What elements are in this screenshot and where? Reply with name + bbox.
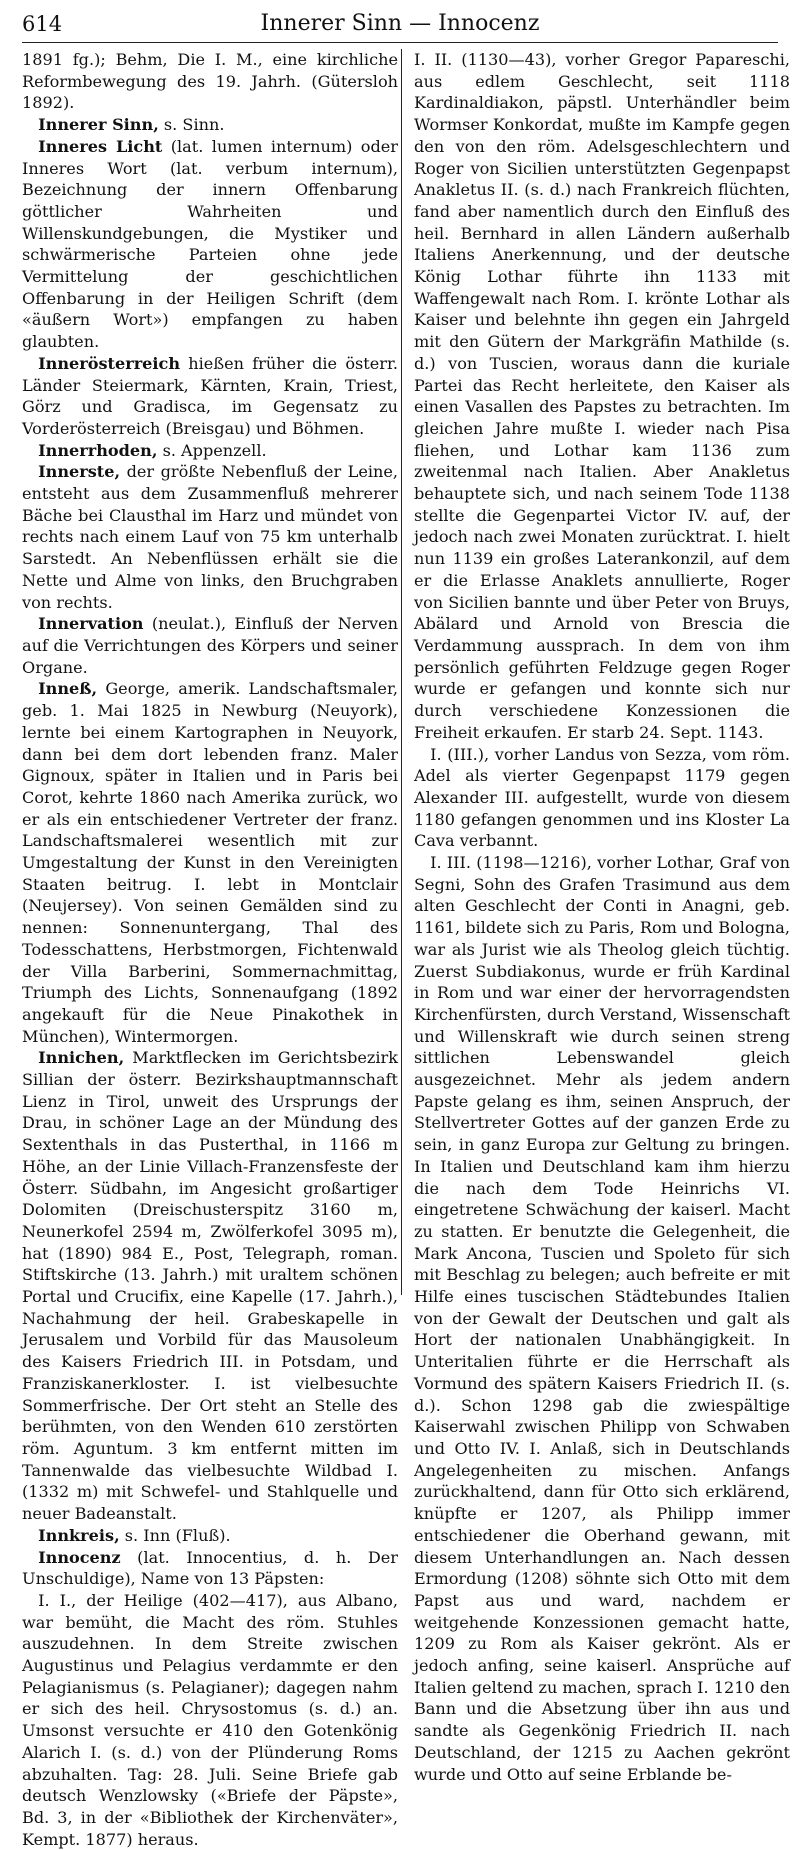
entry-text: der größte Nebenfluß der Leine, entsteht aus dem Zusammenfluß mehrerer Bäche bei Clausthal im Harz und mündet von rechts nach einem Lauf von 75 km unterhalb Sarstedt. An Nebenflüssen erhält sie die Nette und Alme von links, den Bruchgraben von rechts.	[22, 462, 398, 612]
entry-text: I. (III.), vorher Landus von Sezza, vom röm. Adel als vierter Gegenpapst 1179 gegen Alexander III. aufgestellt, wurde von diesem 1180 gefangen genommen und ins Kloster La Cava verbannt.	[414, 744, 790, 851]
entry-text: s. Inn (Fluß).	[119, 1525, 231, 1545]
page-header	[22, 6, 778, 36]
entry-text: (lat. lumen internum) oder Inneres Wort (lat. verbum internum), Bezeichnung der innern Offenbarung göttlicher Wahrheiten und Willenskundgebungen, die Mystiker und schwärmerische Parteien ohne jede Vermittelung der geschichtlichen Offenbarung in der Heiligen Schrift (dem «äußern Wort») empfangen zu haben glaubten.	[22, 136, 398, 352]
left-column	[22, 49, 398, 1849]
dictionary-entry	[22, 353, 398, 440]
header-rule	[22, 42, 778, 43]
entry-text: George, amerik. Landschaftsmaler, geb. 1. Mai 1825 in Newburg (Neuyork), lernte bei einem Kartographen in Neuyork, dann bei dem dort lebenden franz. Maler Gignoux, später in Italien und in Paris bei Corot, kehrte 1860 nach Amerika zurück, wo er als ein entschiedener Vertreter der franz. Landschaftsmalerei wesentlich mit zur Umgestaltung der Kunst in den Vereinigten Staaten beitrug. I. lebt in Montclair (Neujersey). Von seinen Gemälden sind zu nennen: Sonnenuntergang, Thal des Todesschattens, Herbstmorgen, Fichtenwald der Villa Barberini, Sommernachmittag, Triumph des Lichts, Sonnenaufgang (1892 angekauft für die Neue Pinakothek in München), Wintermorgen.	[22, 679, 398, 1046]
dictionary-entry	[22, 49, 398, 114]
entry-headword: Innerer Sinn,	[38, 115, 159, 135]
entry-text: hießen früher die österr. Länder Steiermark, Kärnten, Krain, Triest, Görz und Gradisca, im Gegensatz zu Vorderösterreich (Breisgau) und Böhmen.	[22, 353, 398, 438]
entry-headword: Inneß,	[38, 679, 98, 699]
dictionary-entry	[22, 440, 398, 462]
entry-text: Marktflecken im Gerichtsbezirk Sillian der österr. Bezirkshauptmannschaft Lienz in Tirol, unweit des Ursprungs der Drau, in schöner Lage an der Mündung des Sextenthals in das Pusterthal, in 1166 m Höhe, an der Linie Villach-Franzensfeste der Österr. Südbahn, im Angesicht großartiger Dolomiten (Dreischusterspitz 3160 m, Neunerkofel 2594 m, Zwölferkofel 3095 m), hat (1890) 984 E., Post, Telegraph, roman. Stiftskirche (13. Jahrh.) mit uraltem schönen Portal und Crucifix, eine Kapelle (17. Jahrh.), Nachahmung der heil. Grabeskapelle in Jerusalem und Vorbild für das Mausoleum des Kaisers Friedrich III. in Potsdam, und Franziskanerkloster. I. ist vielbesuchte Sommerfrische. Der Ort steht an Stelle des berühmten, von den Wenden 610 zerstörten röm. Aguntum. 3 km entfernt mitten im Tannenwalde das vielbesuchte Wildbad I. (1332 m) mit Schwefel- und Stahlquelle und neuer Badeanstalt.	[22, 1048, 398, 1524]
page-number: 614	[22, 12, 63, 36]
dictionary-entry	[22, 1547, 398, 1590]
dictionary-entry	[414, 852, 790, 1785]
entry-headword: Innerste,	[38, 462, 121, 482]
dictionary-entry	[414, 744, 790, 853]
entry-headword: Innerösterreich	[38, 353, 181, 373]
running-title: Innerer Sinn — Innocenz	[260, 11, 540, 36]
dictionary-entry	[22, 1047, 398, 1524]
entry-text: I. II. (1130—43), vorher Gregor Papareschi, aus edlem Geschlecht, seit 1118 Kardinaldiakon, päpstl. Unterhändler beim Wormser Konkordat, mußte im Kampfe gegen den von den röm. Adelsgeschlechtern und Roger von Sicilien unterstützten Gegenpapst Anakletus II. (s. d.) nach Frankreich flüchten, fand aber namentlich durch den Einfluß des heil. Bernhard in allen Ländern außerhalb Italiens Anerkennung, und der deutsche König Lothar führte ihn 1133 mit Waffengewalt nach Rom. I. krönte Lothar als Kaiser und belehnte ihn gegen ein Jahrgeld mit den Gütern der Markgräfin Mathilde (s. d.) von Tuscien, woraus dann die kuriale Partei das Recht herleitete, den Kaiser als einen Vasallen des Papstes zu betrachten. Im gleichen Jahre mußte I. wieder nach Pisa fliehen, und Lothar kam 1136 zum zweitenmal nach Italien. Aber Anakletus behauptete sich, und nach seinem Tode 1138 stellte die Gegenpartei Victor IV. auf, der jedoch nach zwei Monaten zurücktrat. I. hielt nun 1139 ein großes Laterankonzil, auf dem er die Erlasse Anaklets annullierte, Roger von Sicilien bannte und über Peter von Bruys, Abälard und Arnold von Brescia die Verdammung aussprach. In dem von ihm persönlich geführten Feldzuge gegen Roger wurde er gefangen und konnte sich nur durch verschiedene Konzessionen die Freiheit erkaufen. Er starb 24. Sept. 1143.	[414, 50, 790, 742]
entry-headword: Innervation	[38, 614, 144, 634]
entry-headword: Innerrhoden,	[38, 440, 158, 460]
entry-headword: Innichen,	[38, 1048, 125, 1068]
entry-text: (lat. Innocentius, d. h. Der Unschuldige), Name von 13 Päpsten:	[22, 1547, 398, 1589]
entry-text: s. Appenzell.	[157, 440, 267, 460]
right-column	[414, 49, 790, 1784]
dictionary-entry	[22, 1590, 398, 1850]
dictionary-entry	[22, 1525, 398, 1547]
dictionary-entry	[22, 678, 398, 1047]
entry-text: s. Sinn.	[158, 115, 225, 135]
dictionary-entry	[22, 136, 398, 353]
entry-headword: Innocenz	[38, 1547, 121, 1567]
column-separator	[401, 49, 402, 1295]
entry-text: I. III. (1198—1216), vorher Lothar, Graf von Segni, Sohn des Grafen Trasimund aus dem alten Geschlecht der Conti in Anagni, geb. 1161, bildete sich zu Paris, Rom und Bologna, war als Jurist wie als Theolog gleich tüchtig. Zuerst Subdiakonus, wurde er früh Kardinal in Rom und war einer der hervorragendsten Kirchenfürsten, durch Verstand, Wissenschaft und Willenskraft wie durch seinen streng sittlichen Lebenswandel gleich ausgezeichnet. Mehr als jedem andern Papste gelang es ihm, seinen Anspruch, der Stellvertreter Gottes auf der ganzen Erde zu sein, in ganz Europa zur Geltung zu bringen. In Italien und Deutschland kam ihm hierzu die nach dem Tode Heinrichs VI. eingetretene Schwächung der kaiserl. Macht zu statten. Er benutzte die Gelegenheit, die Mark Ancona, Tuscien und Spoleto für sich mit Beschlag zu belegen; auch befreite er mit Hilfe eines tuscischen Städtebundes Italien von der Gewalt der Deutschen und galt als Hort der nationalen Unabhängigkeit. In Unteritalien führte er die Herrschaft als Vormund des spätern Kaisers Friedrich II. (s. d.). Schon 1298 gab die zwiespältige Kaiserwahl zwischen Philipp von Schwaben und Otto IV. I. Anlaß, sich in Deutschlands Angelegenheiten zu mischen. Anfangs zurückhaltend, dann für Otto sich erklärend, knüpfte er 1207, als Philipp immer entschiedener die Oberhand gewann, mit diesem Unterhandlungen an. Nach dessen Ermordung (1208) söhnte sich Otto mit dem Papst aus und ward, nachdem er weitgehende Konzessionen gemacht hatte, 1209 zu Rom als Kaiser gekrönt. Als er jedoch anfing, seine kaiserl. Ansprüche auf Italien geltend zu machen, sprach I. 1210 den Bann und die Absetzung über ihn aus und sandte als Gegenkönig Friedrich II. nach Deutschland, der 1215 zu Aachen gekrönt wurde und Otto auf seine Erblande be-	[414, 853, 790, 1784]
entry-text: I. I., der Heilige (402—417), aus Albano, war bemüht, die Macht des röm. Stuhles auszudehnen. In dem Streite zwischen Augustinus und Pelagius verdammte er den Pelagianismus (s. Pelagianer); dagegen nahm er sich des heil. Chrysostomus (s. d.) an. Umsonst versuchte er 410 den Gotenkönig Alarich I. (s. d.) von der Plünderung Roms abzuhalten. Tag: 28. Juli. Seine Briefe gab deutsch Wenzlowsky («Briefe der Päpste», Bd. 3, in der «Bibliothek der Kirchenväter», Kempt. 1877) heraus.	[22, 1590, 398, 1849]
entry-text: 1891 fg.); Behm, Die I. M., eine kirchliche Reformbewegung des 19. Jahrh. (Gütersloh 1892).	[22, 50, 398, 113]
dictionary-entry	[22, 461, 398, 613]
dictionary-entry	[22, 114, 398, 136]
dictionary-entry	[22, 613, 398, 678]
entry-text: (neulat.), Einfluß der Nerven auf die Verrichtungen des Körpers und seiner Organe.	[22, 614, 398, 677]
dictionary-entry	[414, 49, 790, 744]
entry-headword: Inneres Licht	[38, 136, 163, 156]
entry-headword: Innkreis,	[38, 1525, 120, 1545]
